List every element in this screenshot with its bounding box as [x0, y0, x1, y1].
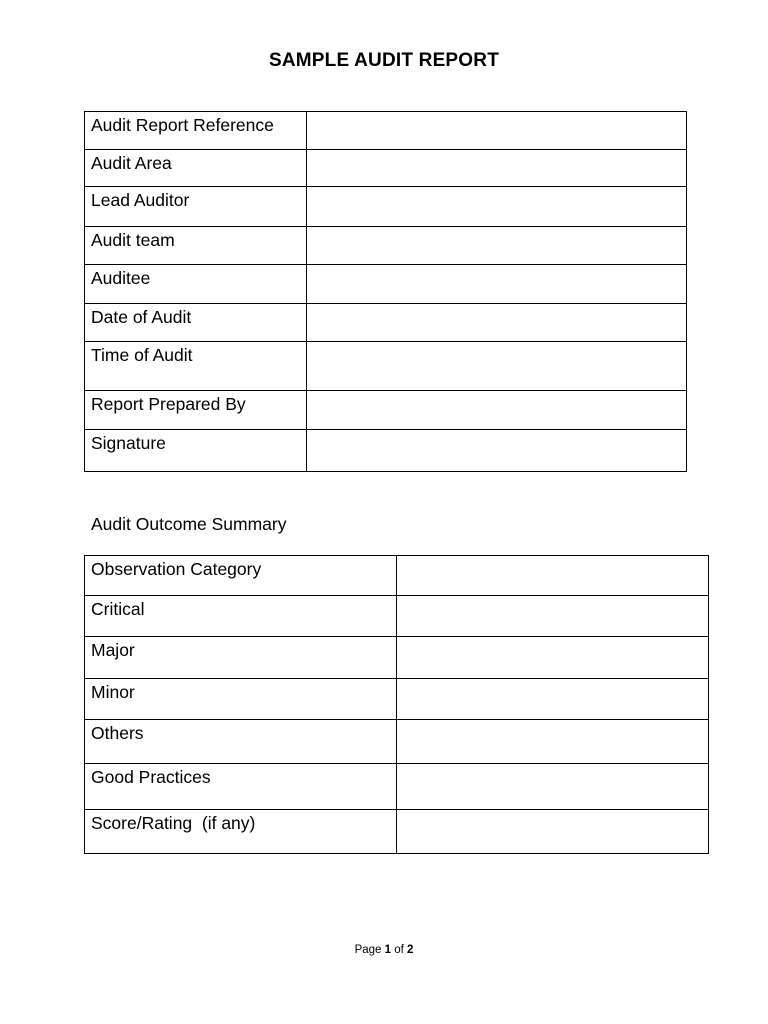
row-value-field[interactable] [397, 810, 709, 854]
table-row [85, 227, 687, 265]
row-label: Lead Auditor [85, 187, 307, 227]
page-word: Page [354, 944, 382, 956]
table-row [85, 720, 709, 764]
table-row [85, 596, 709, 637]
table-row [85, 112, 687, 150]
table-row [85, 342, 687, 391]
audit-info-table [84, 111, 687, 472]
table-row [85, 810, 709, 854]
row-value-field[interactable] [307, 391, 687, 430]
row-value-field[interactable] [397, 556, 709, 596]
total-page-count: 2 [407, 944, 414, 956]
row-value-field[interactable] [397, 637, 709, 679]
table-row [85, 556, 709, 596]
row-value-field[interactable] [307, 304, 687, 342]
row-label: Time of Audit [85, 342, 307, 391]
row-value-field[interactable] [307, 150, 687, 187]
row-value-field[interactable] [307, 227, 687, 265]
section-heading-outcome-summary: Audit Outcome Summary [91, 514, 287, 534]
row-label: Signature [85, 430, 307, 472]
row-label: Report Prepared By [85, 391, 307, 430]
row-value-field[interactable] [397, 596, 709, 637]
document-title: SAMPLE AUDIT REPORT [268, 50, 500, 71]
row-label: Audit team [85, 227, 307, 265]
row-label: Good Practices [85, 764, 397, 810]
table-row [85, 265, 687, 304]
table-row [85, 679, 709, 720]
row-label: Auditee [85, 265, 307, 304]
table-row [85, 391, 687, 430]
row-value-field[interactable] [397, 679, 709, 720]
row-value-field[interactable] [307, 342, 687, 391]
row-label: Audit Report Reference [85, 112, 307, 150]
row-label: Score/Rating (if any) [85, 810, 397, 854]
current-page-number: 1 [384, 944, 392, 956]
row-label: Major [85, 637, 397, 679]
row-label: Observation Category [85, 556, 397, 596]
row-value-field[interactable] [307, 265, 687, 304]
table-row [85, 637, 709, 679]
row-label: Audit Area [85, 150, 307, 187]
row-label: Critical [85, 596, 397, 637]
table-row [85, 150, 687, 187]
row-label: Others [85, 720, 397, 764]
of-word: of [394, 944, 404, 956]
row-value-field[interactable] [307, 430, 687, 472]
row-value-field[interactable] [307, 187, 687, 227]
table-row [85, 764, 709, 810]
table-row [85, 304, 687, 342]
row-value-field[interactable] [397, 720, 709, 764]
row-label: Minor [85, 679, 397, 720]
row-label: Date of Audit [85, 304, 307, 342]
table-row [85, 187, 687, 227]
audit-outcome-summary-table [84, 555, 709, 854]
row-value-field[interactable] [397, 764, 709, 810]
page-number-footer [0, 944, 768, 956]
table-row [85, 430, 687, 472]
row-value-field[interactable] [307, 112, 687, 150]
